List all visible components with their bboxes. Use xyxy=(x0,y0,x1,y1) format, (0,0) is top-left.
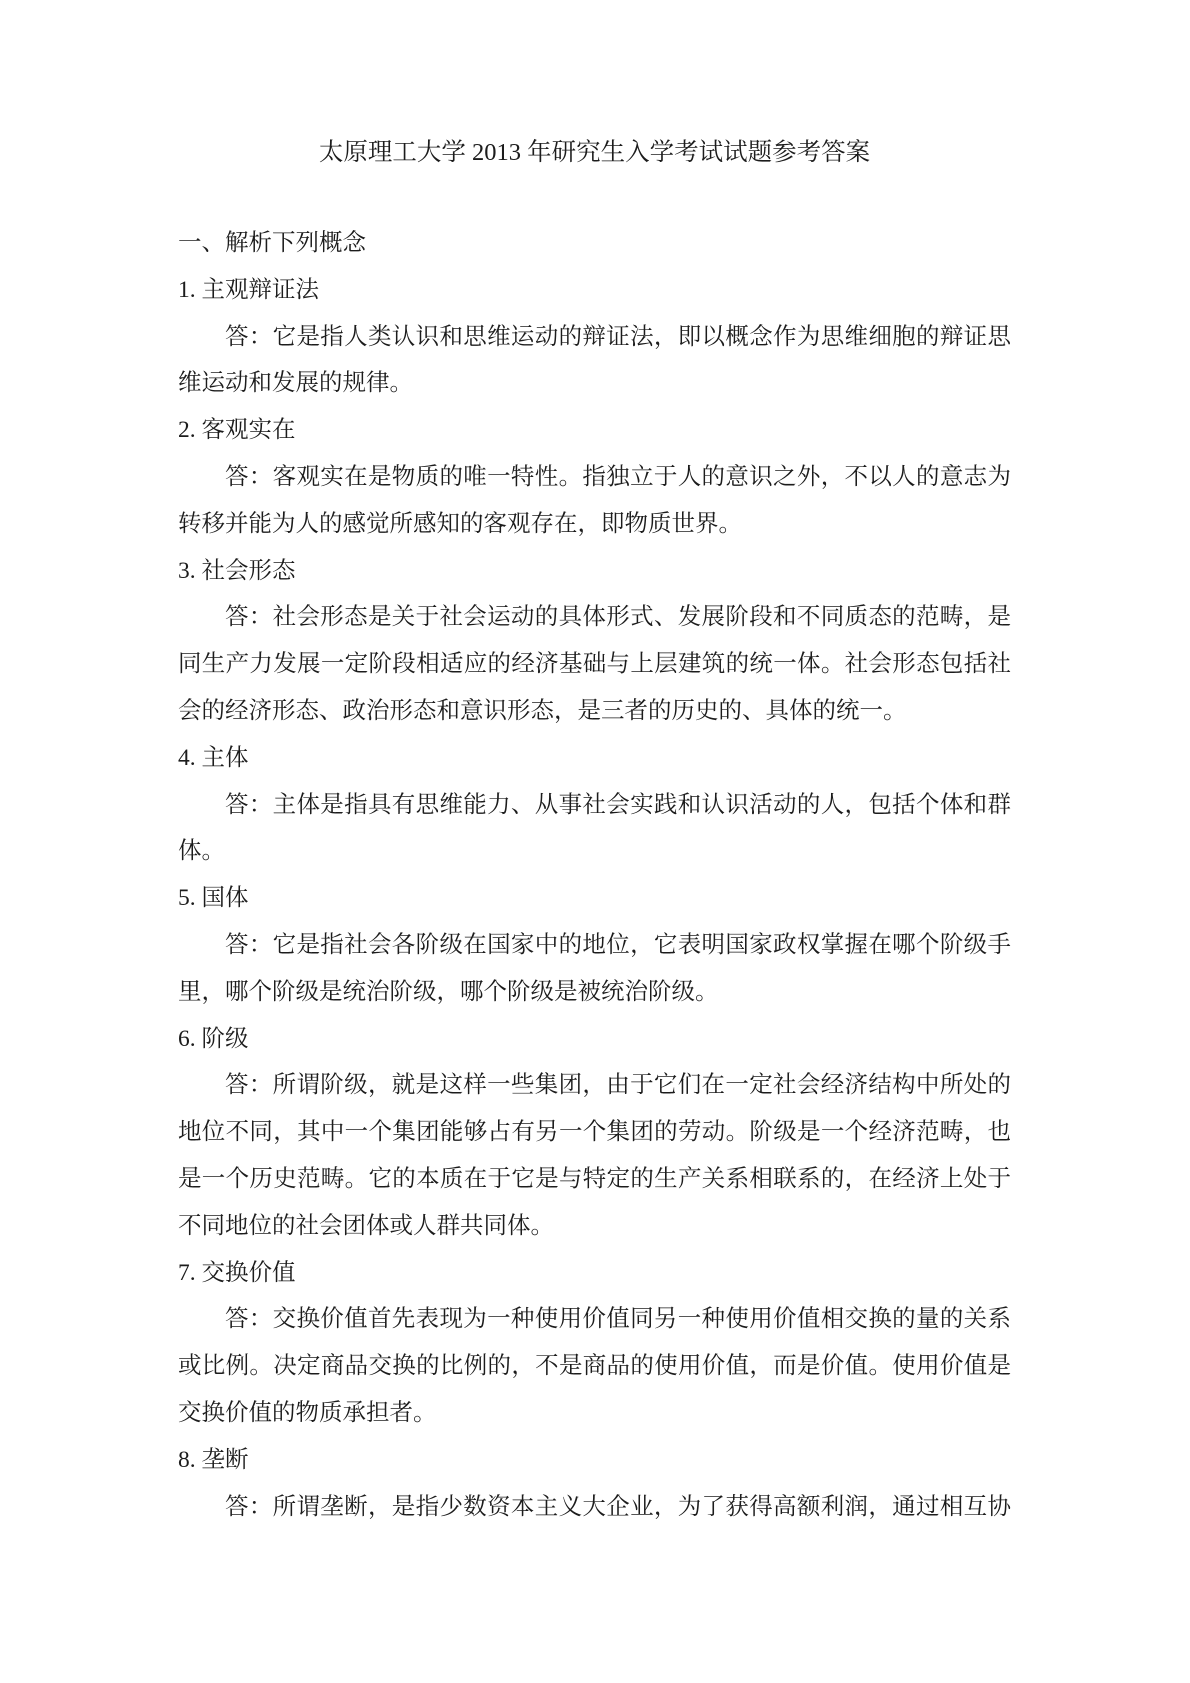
answer-4-line-2: 体。 xyxy=(178,838,225,865)
answer-7-line-3: 交换价值的物质承担者。 xyxy=(178,1399,437,1426)
answer-3-line-3: 会的经济形态、政治形态和意识形态，是三者的历史的、具体的统一。 xyxy=(178,697,907,724)
answer-4-line-1: 答：主体是指具有思维能力、从事社会实践和认识活动的人，包括个体和群 xyxy=(225,791,1011,818)
answer-6-line-1: 答：所谓阶级，就是这样一些集团，由于它们在一定社会经济结构中所处的 xyxy=(225,1072,1011,1099)
answer-1-line-1: 答：它是指人类认识和思维运动的辩证法，即以概念作为思维细胞的辩证思 xyxy=(225,323,1011,350)
document-body xyxy=(178,220,1011,1530)
answer-2-line-1: 答：客观实在是物质的唯一特性。指独立于人的意识之外，不以人的意志为 xyxy=(225,463,1011,490)
answer-6-line-2: 地位不同，其中一个集团能够占有另一个集团的劳动。阶级是一个经济范畴，也 xyxy=(178,1119,1011,1146)
section-heading: 一、解析下列概念 xyxy=(178,230,366,256)
answer-3-line-1: 答：社会形态是关于社会运动的具体形式、发展阶段和不同质态的范畴，是 xyxy=(225,604,1011,631)
answer-6-line-4: 不同地位的社会团体或人群共同体。 xyxy=(178,1212,554,1239)
answer-1-line-2: 维运动和发展的规律。 xyxy=(178,370,413,397)
answer-5-line-2: 里，哪个阶级是统治阶级，哪个阶级是被统治阶级。 xyxy=(178,978,719,1005)
item-8-label: 8. 垄断 xyxy=(178,1446,249,1473)
answer-7-line-2: 或比例。决定商品交换的比例的，不是商品的使用价值，而是价值。使用价值是 xyxy=(178,1353,1011,1380)
answer-2-line-2: 转移并能为人的感觉所感知的客观存在，即物质世界。 xyxy=(178,510,742,537)
document-title: 太原理工大学 2013 年研究生入学考试试题参考答案 xyxy=(318,139,871,166)
answer-8-line-1: 答：所谓垄断，是指少数资本主义大企业，为了获得高额利润，通过相互协 xyxy=(225,1493,1011,1520)
item-7-label: 7. 交换价值 xyxy=(178,1259,296,1286)
item-1-label: 1. 主观辩证法 xyxy=(178,276,319,303)
item-4-label: 4. 主体 xyxy=(178,744,249,771)
answer-3-line-2: 同生产力发展一定阶段相适应的经济基础与上层建筑的统一体。社会形态包括社 xyxy=(178,651,1011,678)
item-3-label: 3. 社会形态 xyxy=(178,557,296,584)
answer-6-line-3: 是一个历史范畴。它的本质在于它是与特定的生产关系相联系的，在经济上处于 xyxy=(178,1165,1011,1192)
answer-7-line-1: 答：交换价值首先表现为一种使用价值同另一种使用价值相交换的量的关系 xyxy=(225,1306,1011,1333)
item-5-label: 5. 国体 xyxy=(178,885,249,912)
item-6-label: 6. 阶级 xyxy=(178,1025,249,1052)
item-2-label: 2. 客观实在 xyxy=(178,417,296,444)
answer-5-line-1: 答：它是指社会各阶级在国家中的地位，它表明国家政权掌握在哪个阶级手 xyxy=(225,931,1011,958)
